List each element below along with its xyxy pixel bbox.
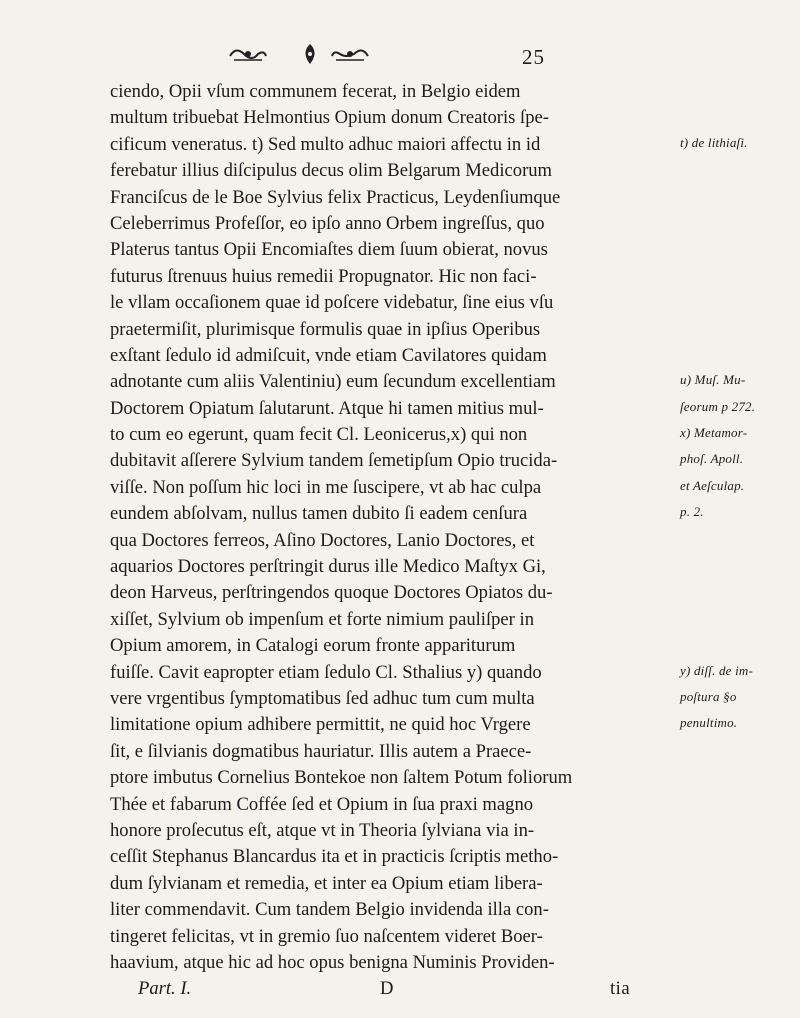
text-line — [0, 660, 800, 686]
line-text: cificum veneratus. t) Sed multo adhuc maiori affectu in id — [110, 133, 541, 155]
line-text: limitatione opium adhibere permittit, ne quid hoc Vrgere — [110, 714, 531, 736]
line-text: liter commendavit. Cum tandem Belgio invidenda illa con- — [110, 899, 549, 921]
line-text: ferebatur illius diſcipulus decus olim Belgarum Medicorum — [110, 160, 553, 182]
margin-note: p. 2. — [680, 504, 704, 520]
text-line — [0, 79, 800, 105]
text-line — [0, 686, 800, 712]
text-line — [0, 712, 800, 738]
line-text: to cum eo egerunt, quam fecit Cl. Leonicerus,x) qui non — [110, 424, 528, 446]
line-text: praetermiſit, plurimisque formulis quae in ipſius Operibus — [110, 318, 541, 340]
text-line — [0, 396, 800, 422]
text-line — [0, 369, 800, 395]
line-text: ceſſit Stephanus Blancardus ita et in practicis ſcriptis metho- — [110, 846, 559, 868]
text-line — [0, 475, 800, 501]
text-line — [0, 501, 800, 527]
text-line — [0, 317, 800, 343]
gathering-letter: D — [380, 978, 394, 1000]
line-text: ſit, e ſilvianis dogmatibus hauriatur. Illis autem a Praece- — [110, 740, 532, 762]
left-flourish-icon — [228, 42, 268, 66]
text-line — [0, 290, 800, 316]
text-line — [0, 237, 800, 263]
line-text: qua Doctores ferreos, Aſino Doctores, Lanio Doctores, et — [110, 529, 535, 551]
text-line — [0, 211, 800, 237]
text-line — [0, 580, 800, 606]
margin-note: t) de lithiaſi. — [680, 134, 748, 150]
line-text: Celeberrimus Profeſſor, eo ipſo anno Orbem ingreſſus, quo — [110, 212, 545, 234]
text-line — [0, 528, 800, 554]
text-line — [0, 844, 800, 870]
text-line — [0, 343, 800, 369]
line-text: ptore imbutus Cornelius Bontekoe non ſaltem Potum foliorum — [110, 767, 573, 789]
line-text: multum tribuebat Helmontius Opium donum Creatoris ſpe- — [110, 107, 549, 129]
line-text: deon Harveus, perſtringendos quoque Doctores Opiatos du- — [110, 582, 553, 604]
text-line — [0, 185, 800, 211]
catchword: tia — [610, 978, 631, 1000]
margin-note: poſtura §o — [680, 688, 737, 704]
line-text: vere vrgentibus ſymptomatibus ſed adhuc tum cum multa — [110, 687, 535, 709]
line-text: eundem abſolvam, nullus tamen dubito ſi eadem cenſura — [110, 503, 528, 525]
text-line — [0, 818, 800, 844]
right-flourish-icon — [330, 42, 370, 66]
text-line — [0, 264, 800, 290]
signature-mark: Part. I. — [138, 978, 192, 1000]
margin-note: x) Metamor- — [680, 425, 748, 441]
page-number: 25 — [522, 45, 545, 69]
text-line — [0, 950, 800, 976]
margin-note: phoſ. Apoll. — [680, 451, 744, 467]
body-text — [0, 79, 800, 1003]
margin-note: et Aeſculap. — [680, 477, 745, 493]
line-text: futurus ſtrenuus huius remedii Propugnator. Hic non faci- — [110, 265, 537, 287]
text-line — [0, 739, 800, 765]
line-text: haavium, atque hic ad hoc opus benigna Numinis Providen- — [110, 951, 555, 973]
line-text: adnotante cum aliis Valentiniu) eum ſecundum excellentiam — [110, 371, 556, 393]
text-line — [0, 422, 800, 448]
line-text: fuiſſe. Cavit eapropter etiam ſedulo Cl. Sthalius y) quando — [110, 661, 542, 683]
line-text: Doctorem Opiatum ſalutarunt. Atque hi tamen mitius mul- — [110, 397, 544, 419]
footer-line — [0, 976, 800, 1002]
text-line — [0, 897, 800, 923]
margin-note: y) diſſ. de im- — [680, 662, 754, 678]
line-text: Opium amorem, in Catalogi eorum fronte appariturum — [110, 635, 516, 657]
margin-note: ſeorum p 272. — [680, 398, 756, 414]
line-text: aquarios Doctores perſtringit durus ille Medico Maſtyx Gi, — [110, 556, 546, 578]
text-line — [0, 607, 800, 633]
line-text: Platerus tantus Opii Encomiaſtes diem ſuum obierat, novus — [110, 239, 548, 261]
text-line — [0, 554, 800, 580]
line-text: dum ſylvianam et remedia, et inter ea Opium etiam libera- — [110, 872, 543, 894]
line-text: exſtant ſedulo id admiſcuit, vnde etiam Cavilatores quidam — [110, 344, 547, 366]
text-line — [0, 924, 800, 950]
text-line — [0, 448, 800, 474]
text-line — [0, 871, 800, 897]
line-text: Thée et fabarum Coffée ſed et Opium in ſua praxi magno — [110, 793, 534, 815]
line-text: viſſe. Non poſſum hic loci in me ſuscipere, vt ab hac culpa — [110, 476, 542, 498]
line-text: le vllam occaſionem quae id poſcere videbatur, ſine eius vſu — [110, 292, 554, 314]
line-text: honore proſecutus eſt, atque vt in Theoria ſylviana via in- — [110, 819, 535, 841]
text-line — [0, 158, 800, 184]
text-line — [0, 792, 800, 818]
margin-note: penultimo. — [680, 715, 738, 731]
line-text: xiſſet, Sylvium ob impenſum et forte nimium pauliſper in — [110, 608, 534, 630]
text-line — [0, 633, 800, 659]
center-fleuron-icon — [300, 42, 320, 66]
margin-note: u) Muſ. Mu- — [680, 372, 746, 388]
text-line — [0, 132, 800, 158]
line-text: Franciſcus de le Boe Sylvius felix Practicus, Leydenſiumque — [110, 186, 561, 208]
page-header — [0, 34, 800, 70]
text-line — [0, 765, 800, 791]
text-line — [0, 105, 800, 131]
line-text: dubitavit aſſerere Sylvium tandem ſemetipſum Opio trucida- — [110, 450, 558, 472]
line-text: ciendo, Opii vſum communem fecerat, in Belgio eidem — [110, 81, 521, 102]
line-text: tingeret felicitas, vt in gremio ſuo naſcentem videret Boer- — [110, 925, 543, 947]
